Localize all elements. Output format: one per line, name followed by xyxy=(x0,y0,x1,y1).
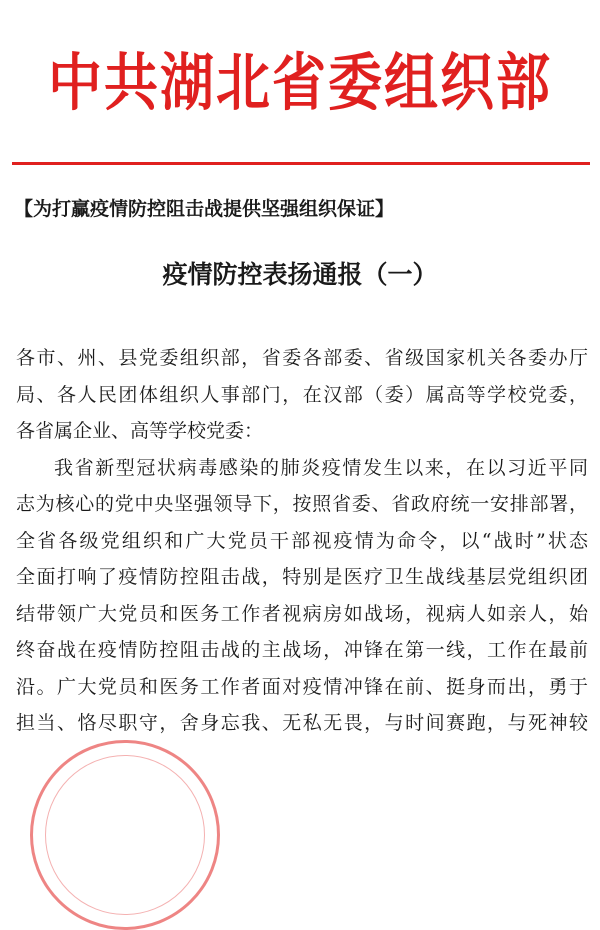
document-subtitle: 【为打赢疫情防控阻击战提供坚强组织保证】 xyxy=(14,198,395,220)
body-line: 终奋战在疫情防控阻击战的主战场，冲锋在第一线，工作在最前 xyxy=(16,639,588,661)
body-line: 担当、恪尽职守，舍身忘我、无私无畏，与时间赛跑，与死神较 xyxy=(16,712,588,734)
document-body xyxy=(16,340,588,742)
body-line: 沿。广大党员和医务工作者面对疫情冲锋在前、挺身而出，勇于 xyxy=(16,675,588,698)
body-line: 各市、州、县党委组织部，省委各部委、省级国家机关各委办厅 xyxy=(16,347,588,369)
red-divider-rule xyxy=(12,162,590,165)
body-line: 我省新型冠状病毒感染的肺炎疫情发生以来，在以习近平同 xyxy=(54,456,588,479)
official-seal-inner-ring xyxy=(45,755,205,915)
body-line: 全省各级党组织和广大党员干部视疫情为命令，以“战时”状态 xyxy=(16,529,588,552)
body-line: 各省属企业、高等学校党委： xyxy=(16,420,264,442)
body-line: 结带领广大党员和医务工作者视病房如战场，视病人如亲人，始 xyxy=(16,602,588,625)
body-line: 志为核心的党中央坚强领导下，按照省委、省政府统一安排部署， xyxy=(16,493,588,515)
document-title: 疫情防控表扬通报（一） xyxy=(162,260,438,289)
body-line: 局、各人民团体组织人事部门，在汉部（委）属高等学校党委， xyxy=(16,383,588,406)
masthead-title: 中共湖北省委组织部 xyxy=(48,45,552,119)
body-line: 全面打响了疫情防控阻击战，特别是医疗卫生战线基层党组织团 xyxy=(16,566,588,588)
official-seal-stamp xyxy=(30,740,220,930)
